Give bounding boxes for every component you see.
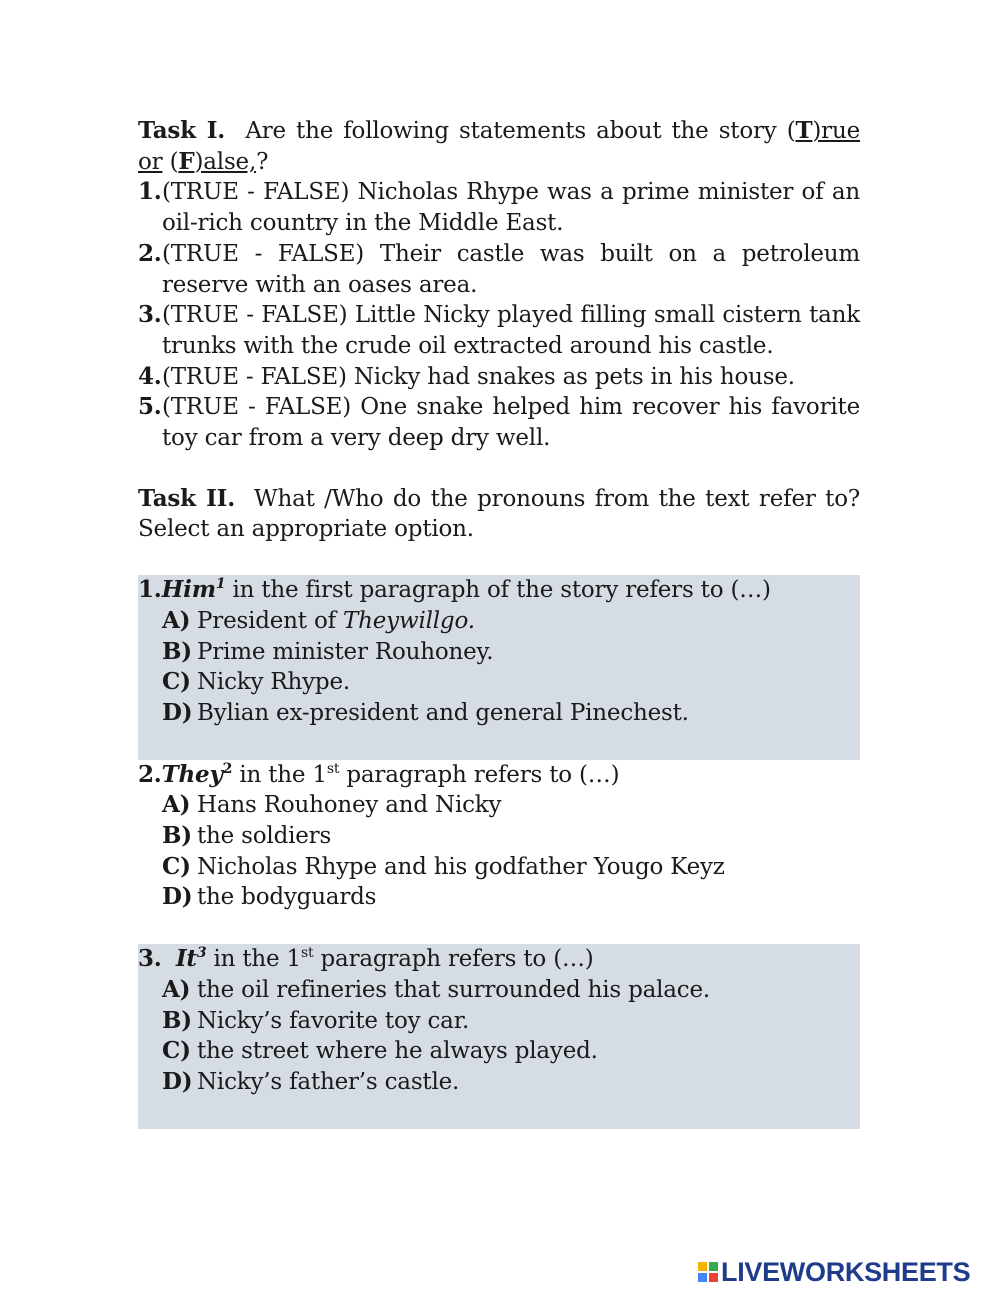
question-number: 3. [138,945,162,973]
true-letter: T [795,117,813,144]
item-number: 4. [138,362,162,390]
statement-text[interactable]: (TRUE - FALSE) One snake helped him recover his favorite toy car from a very deep dry well. [162,394,860,452]
option-text: the bodyguards [197,884,377,911]
option-d[interactable] [162,1067,860,1098]
option-d[interactable] [162,698,860,729]
option-b[interactable] [162,1006,860,1037]
task2-intro [138,484,860,545]
option-text: Nicholas Rhype and his godfather Yougo Keyz [197,853,725,880]
task1-end: ? [256,148,269,175]
question-pronoun: They [161,760,223,788]
option-text-italic: Theywillgo. [343,607,475,634]
pronoun-superscript: 1 [215,576,226,593]
item-number: 2. [138,239,162,267]
option-text: the street where he always played. [197,1038,598,1065]
question-title [138,575,860,606]
option-text: the soldiers [197,823,332,850]
statement-text[interactable]: (TRUE - FALSE) Nicholas Rhype was a prime minister of an oil-rich country in the Middle East. [162,179,860,237]
list-item [138,239,860,300]
option-letter: B) [162,1006,192,1034]
option-letter: D) [162,1067,193,1095]
ordinal-suffix: st [301,945,314,962]
option-text: the oil refineries that surrounded his palace. [197,976,710,1003]
question-title [138,760,860,791]
option-letter: A) [162,606,191,634]
question-text: in the 1 [232,761,327,788]
true-false-list [138,177,860,453]
option-letter: D) [162,698,193,726]
task1-label: Task I. [138,117,226,144]
statement-text[interactable]: (TRUE - FALSE) Their castle was built on a petroleum reserve with an oases area. [162,240,860,298]
option-c[interactable] [162,1036,860,1067]
option-a[interactable] [162,606,860,637]
item-number: 5. [138,393,162,421]
option-text: Nicky’s favorite toy car. [197,1007,470,1034]
question-number: 2. [138,760,162,788]
question-text: in the first paragraph of the story refers to (…) [225,577,771,604]
worksheet-content [138,116,860,1129]
false-open: ( [169,148,179,175]
question-3 [138,944,860,1129]
option-b[interactable] [162,821,860,852]
options-list [138,975,860,1098]
logo-mark-icon [698,1262,718,1282]
question-2 [138,760,860,945]
item-number: 3. [138,301,162,329]
list-item [138,392,860,453]
question-text-end: paragraph refers to (…) [313,946,594,973]
option-text: President of [197,607,344,634]
option-a[interactable] [162,790,860,821]
false-letter: F [178,147,195,175]
list-item [138,300,860,361]
false-word: )alse, [194,148,257,175]
true-word: )rue or [138,118,860,175]
question-title [138,944,860,975]
options-list [138,790,860,913]
question-number: 1. [138,576,162,604]
option-letter: B) [162,637,192,665]
statement-text[interactable]: (TRUE - FALSE) Nicky had snakes as pets in his house. [162,363,795,390]
option-text: Nicky’s father’s castle. [197,1068,460,1095]
list-item [138,362,860,393]
option-letter: C) [162,1037,191,1065]
pronoun-superscript: 2 [222,760,233,777]
options-list [138,606,860,729]
question-text-end: paragraph refers to (…) [339,761,620,788]
logo-text: LIVEWORKSHEETS [721,1256,971,1287]
option-text: Nicky Rhype. [197,669,350,696]
option-c[interactable] [162,667,860,698]
question-1 [138,575,860,760]
option-letter: C) [162,852,191,880]
task2-label: Task II. [138,484,236,512]
task1-intro-text: Are the following statements about the story ( [245,118,796,144]
option-letter: A) [162,975,191,1003]
option-a[interactable] [162,975,860,1006]
statement-text[interactable]: (TRUE - FALSE) Little Nicky played filling small cistern tank trunks with the crude oil extracted around his castle. [162,302,860,359]
pronoun-superscript: 3 [196,945,207,962]
task2-intro-text: What /Who do the pronouns from the text refer to? Select an appropriate option. [138,485,860,543]
option-c[interactable] [162,852,860,883]
option-text: Hans Rouhoney and Nicky [197,792,502,819]
task1-intro [138,116,860,177]
question-pronoun: It [175,945,197,973]
liveworksheets-logo[interactable] [698,1257,970,1287]
option-d[interactable] [162,882,860,913]
question-text: in the 1 [206,946,301,973]
option-text: Prime minister Rouhoney. [197,638,494,665]
option-text: Bylian ex-president and general Pinechest. [197,699,689,726]
option-letter: A) [162,791,191,819]
option-b[interactable] [162,637,860,668]
option-letter: B) [162,822,192,850]
question-pronoun: Him [161,576,216,604]
ordinal-suffix: st [326,760,340,777]
list-item [138,177,860,238]
item-number: 1. [138,178,162,206]
option-letter: D) [162,883,193,911]
option-letter: C) [162,668,191,696]
